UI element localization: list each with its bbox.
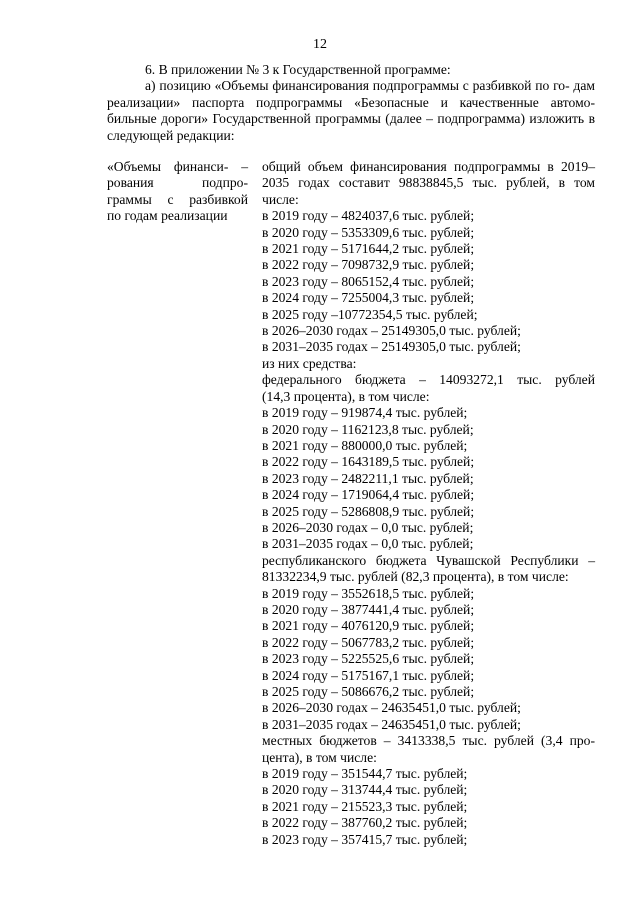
paragraph-a-line: а) позицию «Объемы финансирования подпрограммы с разбивкой по го- bbox=[145, 78, 570, 94]
funding-line: из них средства: bbox=[262, 355, 357, 371]
funding-line: в 2025 году – 5286808,9 тыс. рублей; bbox=[262, 503, 475, 519]
position-name-line: граммы с разбивкой bbox=[107, 191, 248, 207]
funding-total-line: общий объем финансирования подпрограммы в 2019– bbox=[262, 159, 595, 174]
local-by-year-list bbox=[262, 750, 595, 848]
funding-line: в 2022 году – 5067783,2 тыс. рублей; bbox=[262, 634, 475, 650]
funding-line: в 2023 году – 8065152,4 тыс. рублей; bbox=[262, 273, 475, 289]
funding-line: в 2025 году – 5086676,2 тыс. рублей; bbox=[262, 684, 475, 699]
funding-line: в 2019 году – 3552618,5 тыс. рублей; bbox=[262, 585, 475, 601]
funding-line: в 2024 году – 7255004,3 тыс. рублей; bbox=[262, 290, 475, 306]
funding-line: в 2022 году – 1643189,5 тыс. рублей; bbox=[262, 454, 475, 470]
funding-line: в 2021 году – 5171644,2 тыс. рублей; bbox=[262, 241, 475, 257]
funding-line: в 2031–2035 годах – 24635451,0 тыс. рублей; bbox=[262, 716, 521, 732]
republic-by-year-list bbox=[262, 569, 595, 733]
funding-line: в 2023 году – 357415,7 тыс. рублей; bbox=[262, 831, 468, 847]
intro-text bbox=[107, 62, 595, 144]
paragraph-a-line: дам реализации» паспорта подпрограммы «Безопасные и качественные автомо- bbox=[107, 78, 595, 110]
funding-line: в 2023 году – 2482211,1 тыс. рублей; bbox=[262, 470, 474, 486]
funding-line: в 2031–2035 годах – 0,0 тыс. рублей; bbox=[262, 536, 474, 552]
funding-line: 81332234,9 тыс. рублей (82,3 процента), в том числе: bbox=[262, 569, 569, 585]
position-name-column bbox=[107, 159, 248, 225]
republic-budget-line: республиканского бюджета Чувашской Республики – bbox=[262, 552, 595, 568]
funding-line: в 2024 году – 5175167,1 тыс. рублей; bbox=[262, 667, 475, 683]
paragraph-a-line: в следующей редакции: bbox=[107, 111, 595, 143]
funding-line: в 2025 году –10772354,5 тыс. рублей; bbox=[262, 306, 478, 322]
position-name-line: «Объемы финанси- – bbox=[107, 159, 248, 174]
federal-budget-line: федерального бюджета – 14093272,1 тыс. рублей bbox=[262, 372, 595, 388]
funding-line: в 2031–2035 годах – 25149305,0 тыс. рублей; bbox=[262, 339, 521, 355]
paragraph-a-line: бильные дороги» Государственной программы (далее – подпрограмма) изложить bbox=[107, 111, 585, 127]
funding-line: в 2026–2030 годах – 0,0 тыс. рублей; bbox=[262, 519, 474, 535]
page-number: 12 bbox=[313, 37, 327, 52]
funding-total-line: 2035 годах составит 98838845,5 тыс. рублей, в том bbox=[262, 175, 595, 191]
funding-line: в 2021 году – 880000,0 тыс. рублей; bbox=[262, 437, 468, 453]
funding-line: в 2020 году – 313744,4 тыс. рублей; bbox=[262, 782, 468, 798]
funding-line: в 2020 году – 1162123,8 тыс. рублей; bbox=[262, 421, 474, 437]
funding-details-column bbox=[262, 159, 595, 848]
funding-line: в 2020 году – 3877441,4 тыс. рублей; bbox=[262, 601, 475, 617]
local-budget-line: местных бюджетов – 3413338,5 тыс. рублей (3,4 про- bbox=[262, 733, 595, 749]
funding-line: в 2024 году – 1719064,4 тыс. рублей; bbox=[262, 487, 475, 503]
funding-line: в 2026–2030 годах – 25149305,0 тыс. рублей; bbox=[262, 323, 521, 339]
funding-line: в 2019 году – 351544,7 тыс. рублей; bbox=[262, 766, 468, 782]
total-by-year-list bbox=[262, 192, 595, 372]
funding-line: в 2021 году – 4076120,9 тыс. рублей; bbox=[262, 618, 475, 634]
item-heading: 6. В приложении № 3 к Государственной программе: bbox=[145, 62, 451, 77]
paragraph-a bbox=[107, 78, 595, 144]
funding-line: в 2022 году – 387760,2 тыс. рублей; bbox=[262, 815, 468, 831]
position-name-line: по годам реализации bbox=[107, 208, 228, 224]
funding-line: цента), в том числе: bbox=[262, 749, 377, 765]
funding-line: в 2019 году – 919874,4 тыс. рублей; bbox=[262, 405, 468, 421]
funding-line: в 2022 году – 7098732,9 тыс. рублей; bbox=[262, 257, 475, 273]
funding-line: в 2020 году – 5353309,6 тыс. рублей; bbox=[262, 224, 475, 240]
position-name-line: рования подпро- bbox=[107, 175, 248, 191]
funding-line: в 2023 году – 5225525,6 тыс. рублей; bbox=[262, 651, 475, 667]
funding-line: числе: bbox=[262, 191, 299, 207]
funding-line: в 2021 году – 215523,3 тыс. рублей; bbox=[262, 798, 468, 814]
funding-line: в 2019 году – 4824037,6 тыс. рублей; bbox=[262, 208, 475, 224]
funding-line: в 2026–2030 годах – 24635451,0 тыс. рублей; bbox=[262, 700, 521, 716]
funding-line: (14,3 процента), в том числе: bbox=[262, 388, 430, 404]
federal-by-year-list bbox=[262, 389, 595, 553]
